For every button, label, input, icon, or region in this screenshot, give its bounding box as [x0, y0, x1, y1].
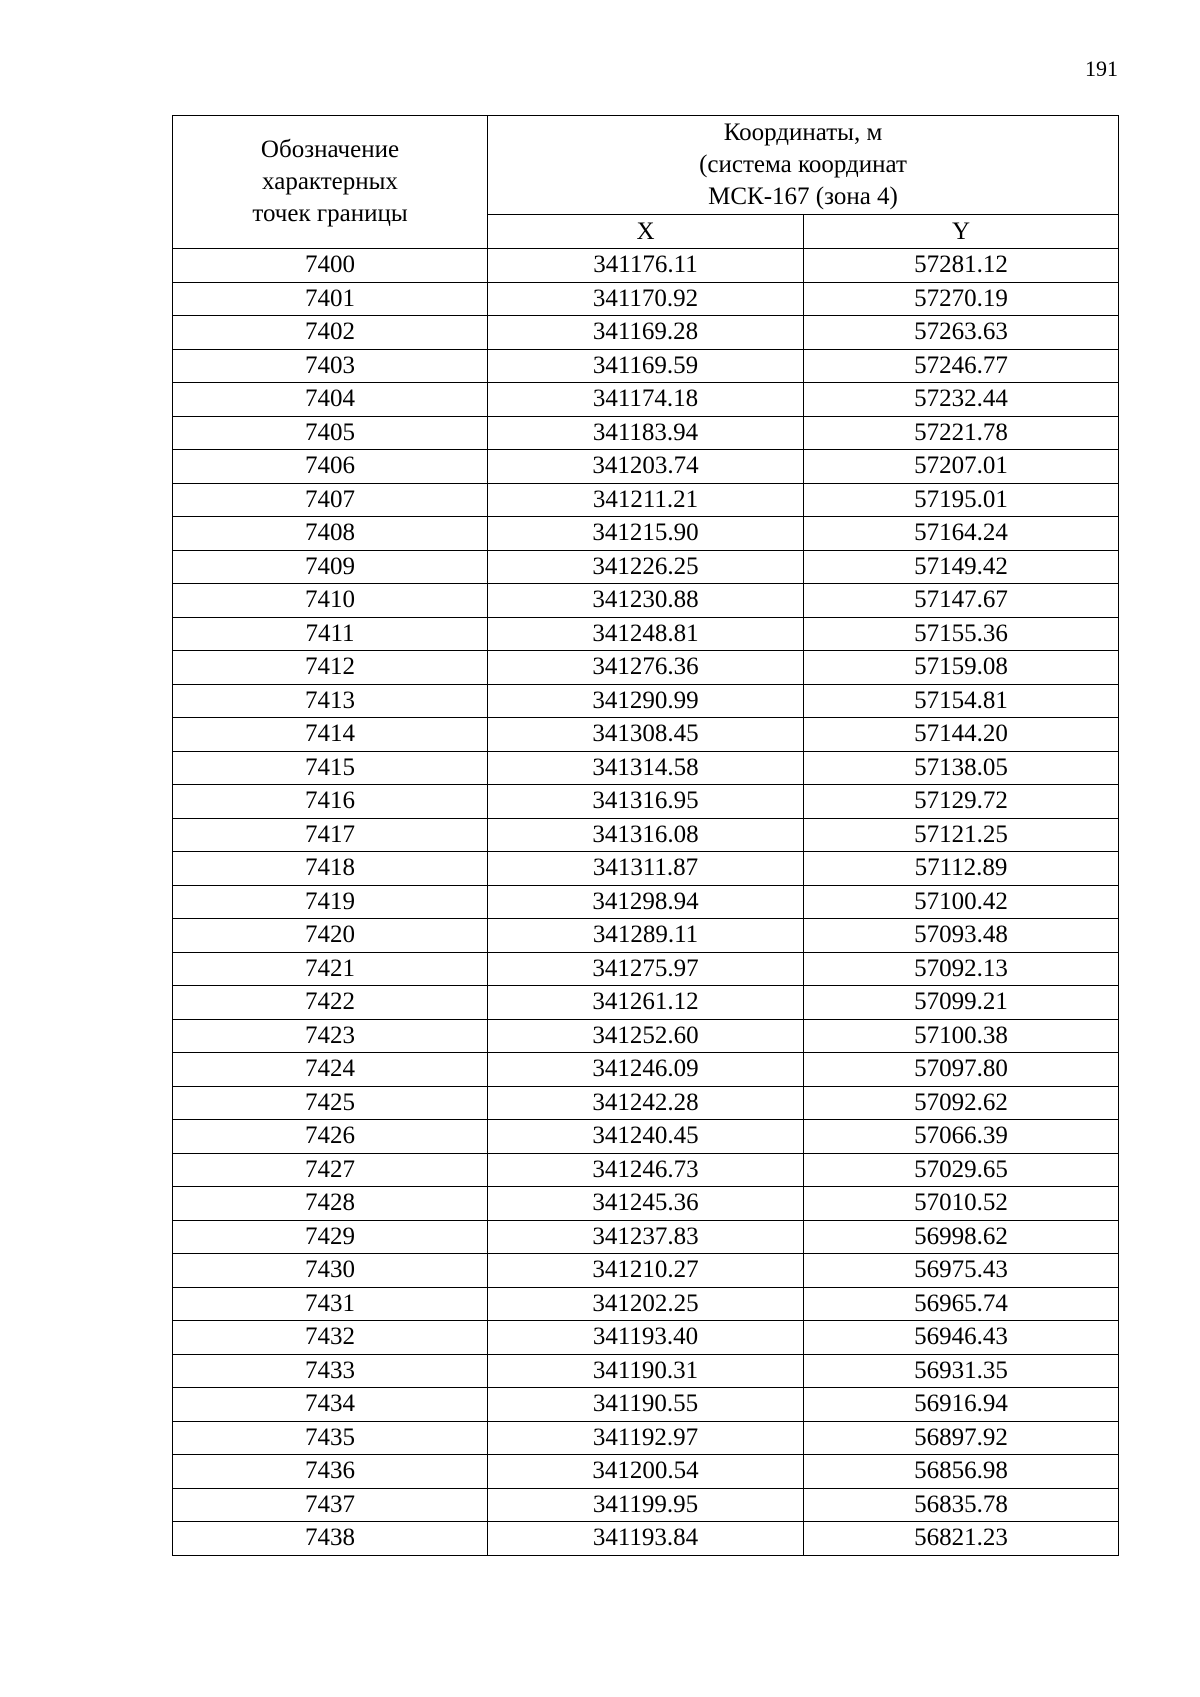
- table-row: [173, 1187, 1119, 1221]
- point-cell: 7403: [173, 349, 488, 383]
- table-row: [173, 1321, 1119, 1355]
- y-cell: 57138.05: [804, 751, 1119, 785]
- y-cell: 56998.62: [804, 1220, 1119, 1254]
- point-cell: 7408: [173, 517, 488, 551]
- x-cell: 341202.25: [488, 1287, 804, 1321]
- table-row: [173, 1488, 1119, 1522]
- x-cell: 341246.73: [488, 1153, 804, 1187]
- point-cell: 7427: [173, 1153, 488, 1187]
- table-row: [173, 952, 1119, 986]
- table-body: [173, 249, 1119, 1556]
- x-cell: 341275.97: [488, 952, 804, 986]
- table-row: [173, 349, 1119, 383]
- coordinates-table: [172, 115, 1119, 1556]
- y-cell: 56916.94: [804, 1388, 1119, 1422]
- x-cell: 341203.74: [488, 450, 804, 484]
- table-row: [173, 584, 1119, 618]
- coords-label-line1: Координаты, м: [723, 119, 883, 146]
- point-cell: 7410: [173, 584, 488, 618]
- table-row: [173, 282, 1119, 316]
- y-cell: 56821.23: [804, 1522, 1119, 1556]
- coordinates-column-header: [488, 116, 1119, 215]
- x-cell: 341183.94: [488, 416, 804, 450]
- y-cell: 57281.12: [804, 249, 1119, 283]
- table-row: [173, 416, 1119, 450]
- table-row: [173, 1388, 1119, 1422]
- y-cell: 57099.21: [804, 986, 1119, 1020]
- x-cell: 341316.95: [488, 785, 804, 819]
- x-cell: 341193.40: [488, 1321, 804, 1355]
- y-cell: 57155.36: [804, 617, 1119, 651]
- x-cell: 341248.81: [488, 617, 804, 651]
- point-cell: 7412: [173, 651, 488, 685]
- table-row: [173, 249, 1119, 283]
- page-number: 191: [1085, 56, 1118, 81]
- point-cell: 7400: [173, 249, 488, 283]
- table-row: [173, 919, 1119, 953]
- point-cell: 7401: [173, 282, 488, 316]
- y-cell: 56856.98: [804, 1455, 1119, 1489]
- table-row: [173, 1421, 1119, 1455]
- table-row: [173, 1354, 1119, 1388]
- table-row: [173, 852, 1119, 886]
- point-cell: 7409: [173, 550, 488, 584]
- y-cell: 57100.42: [804, 885, 1119, 919]
- x-cell: 341242.28: [488, 1086, 804, 1120]
- point-cell: 7414: [173, 718, 488, 752]
- point-cell: 7420: [173, 919, 488, 953]
- point-cell: 7430: [173, 1254, 488, 1288]
- point-cell: 7417: [173, 818, 488, 852]
- point-cell: 7425: [173, 1086, 488, 1120]
- y-cell: 56835.78: [804, 1488, 1119, 1522]
- table-row: [173, 684, 1119, 718]
- x-cell: 341308.45: [488, 718, 804, 752]
- point-cell: 7423: [173, 1019, 488, 1053]
- table-row: [173, 1019, 1119, 1053]
- point-cell: 7421: [173, 952, 488, 986]
- y-cell: 57029.65: [804, 1153, 1119, 1187]
- x-cell: 341210.27: [488, 1254, 804, 1288]
- point-cell: 7404: [173, 383, 488, 417]
- y-cell: 57221.78: [804, 416, 1119, 450]
- table-row: [173, 986, 1119, 1020]
- point-cell: 7438: [173, 1522, 488, 1556]
- point-cell: 7413: [173, 684, 488, 718]
- y-column-header: Y: [804, 215, 1119, 249]
- table-row: [173, 1120, 1119, 1154]
- x-cell: 341190.31: [488, 1354, 804, 1388]
- coords-label-line2: (система координат: [699, 151, 907, 178]
- point-cell: 7415: [173, 751, 488, 785]
- y-cell: 57010.52: [804, 1187, 1119, 1221]
- y-cell: 57263.63: [804, 316, 1119, 350]
- x-cell: 341276.36: [488, 651, 804, 685]
- x-cell: 341170.92: [488, 282, 804, 316]
- x-cell: 341240.45: [488, 1120, 804, 1154]
- table-row: [173, 1254, 1119, 1288]
- x-cell: 341298.94: [488, 885, 804, 919]
- x-cell: 341211.21: [488, 483, 804, 517]
- table-row: [173, 651, 1119, 685]
- table-row: [173, 1522, 1119, 1556]
- point-cell: 7422: [173, 986, 488, 1020]
- point-cell: 7429: [173, 1220, 488, 1254]
- y-cell: 57232.44: [804, 383, 1119, 417]
- x-cell: 341176.11: [488, 249, 804, 283]
- x-cell: 341245.36: [488, 1187, 804, 1221]
- point-cell: 7416: [173, 785, 488, 819]
- table-row: [173, 316, 1119, 350]
- y-cell: 57100.38: [804, 1019, 1119, 1053]
- x-cell: 341169.28: [488, 316, 804, 350]
- point-column-header: [173, 116, 488, 249]
- table-row: [173, 483, 1119, 517]
- y-cell: 57097.80: [804, 1053, 1119, 1087]
- x-cell: 341174.18: [488, 383, 804, 417]
- point-cell: 7411: [173, 617, 488, 651]
- x-cell: 341246.09: [488, 1053, 804, 1087]
- table-row: [173, 751, 1119, 785]
- table-row: [173, 450, 1119, 484]
- x-cell: 341192.97: [488, 1421, 804, 1455]
- x-cell: 341261.12: [488, 986, 804, 1020]
- point-cell: 7405: [173, 416, 488, 450]
- y-cell: 57092.62: [804, 1086, 1119, 1120]
- point-cell: 7432: [173, 1321, 488, 1355]
- x-cell: 341311.87: [488, 852, 804, 886]
- x-cell: 341252.60: [488, 1019, 804, 1053]
- table-row: [173, 1220, 1119, 1254]
- x-cell: 341200.54: [488, 1455, 804, 1489]
- table-row: [173, 1153, 1119, 1187]
- y-cell: 56931.35: [804, 1354, 1119, 1388]
- table-row: [173, 1287, 1119, 1321]
- y-cell: 57149.42: [804, 550, 1119, 584]
- x-cell: 341215.90: [488, 517, 804, 551]
- x-cell: 341199.95: [488, 1488, 804, 1522]
- y-cell: 56965.74: [804, 1287, 1119, 1321]
- x-cell: 341316.08: [488, 818, 804, 852]
- y-cell: 57129.72: [804, 785, 1119, 819]
- y-cell: 57159.08: [804, 651, 1119, 685]
- x-cell: 341169.59: [488, 349, 804, 383]
- x-cell: 341237.83: [488, 1220, 804, 1254]
- y-cell: 57066.39: [804, 1120, 1119, 1154]
- table-row: [173, 1086, 1119, 1120]
- x-cell: 341314.58: [488, 751, 804, 785]
- point-cell: 7437: [173, 1488, 488, 1522]
- y-cell: 57246.77: [804, 349, 1119, 383]
- y-cell: 57270.19: [804, 282, 1119, 316]
- point-cell: 7435: [173, 1421, 488, 1455]
- table-row: [173, 383, 1119, 417]
- y-cell: 57195.01: [804, 483, 1119, 517]
- y-cell: 57147.67: [804, 584, 1119, 618]
- point-cell: 7402: [173, 316, 488, 350]
- table-row: [173, 818, 1119, 852]
- table-row: [173, 1455, 1119, 1489]
- point-cell: 7434: [173, 1388, 488, 1422]
- table-row: [173, 1053, 1119, 1087]
- point-cell: 7428: [173, 1187, 488, 1221]
- x-column-header: X: [488, 215, 804, 249]
- point-cell: 7419: [173, 885, 488, 919]
- x-cell: 341190.55: [488, 1388, 804, 1422]
- y-cell: 57164.24: [804, 517, 1119, 551]
- table-row: [173, 617, 1119, 651]
- y-cell: 57144.20: [804, 718, 1119, 752]
- point-cell: 7433: [173, 1354, 488, 1388]
- table-row: [173, 550, 1119, 584]
- table-row: [173, 517, 1119, 551]
- x-cell: 341226.25: [488, 550, 804, 584]
- y-cell: 56897.92: [804, 1421, 1119, 1455]
- point-cell: 7426: [173, 1120, 488, 1154]
- y-cell: 56946.43: [804, 1321, 1119, 1355]
- point-cell: 7406: [173, 450, 488, 484]
- y-cell: 56975.43: [804, 1254, 1119, 1288]
- point-column-label: Обозначение характерных точек границы: [252, 136, 408, 227]
- point-cell: 7418: [173, 852, 488, 886]
- table-header: [173, 116, 1119, 249]
- point-cell: 7407: [173, 483, 488, 517]
- y-cell: 57092.13: [804, 952, 1119, 986]
- y-cell: 57112.89: [804, 852, 1119, 886]
- x-cell: 341290.99: [488, 684, 804, 718]
- x-cell: 341193.84: [488, 1522, 804, 1556]
- x-cell: 341230.88: [488, 584, 804, 618]
- y-cell: 57121.25: [804, 818, 1119, 852]
- table-row: [173, 718, 1119, 752]
- point-cell: 7431: [173, 1287, 488, 1321]
- y-cell: 57093.48: [804, 919, 1119, 953]
- table-row: [173, 785, 1119, 819]
- table-row: [173, 885, 1119, 919]
- point-cell: 7424: [173, 1053, 488, 1087]
- y-cell: 57154.81: [804, 684, 1119, 718]
- coords-label-line3: МСК-167 (зона 4): [708, 183, 898, 210]
- x-cell: 341289.11: [488, 919, 804, 953]
- point-cell: 7436: [173, 1455, 488, 1489]
- y-cell: 57207.01: [804, 450, 1119, 484]
